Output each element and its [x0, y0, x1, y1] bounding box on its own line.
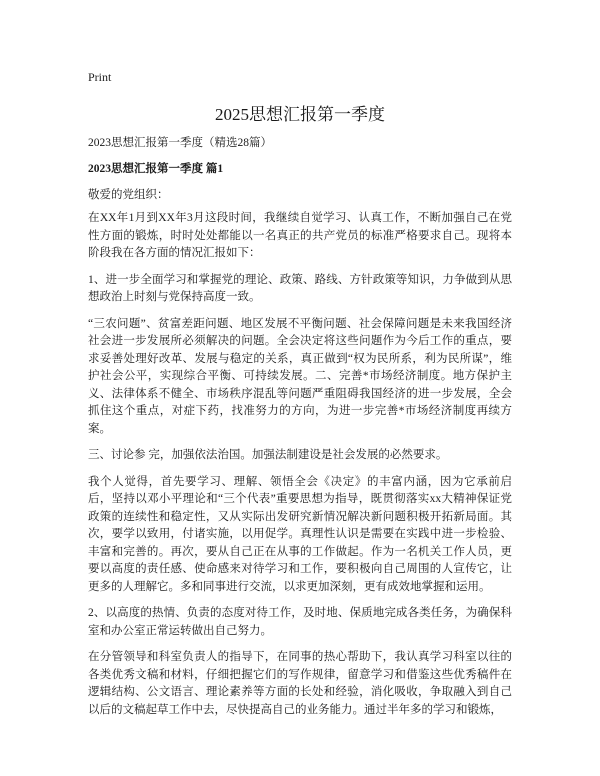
paragraph-intro: 在XX年1月到XX年3月这段时间，我继续自觉学习、认真工作，不断加强自己在党性方面的锻炼，时时处处都能以一名真正的共产党员的标准严格要求自己。现将本阶段我在各方面的情况汇报如下：: [88, 212, 512, 259]
paragraph-personal-view: 我个人觉得，首先要学习、理解、领悟全会《决定》的丰富内涵，因为它承前启后，坚持以邓小平理论和“三个代表”重要思想为指导，既贯彻落实xx大精神保证党政策的连续性和稳定性，又从实际出发研究新情况解决新问题积极开拓新局面。其次，要学以致用，付诸实施，以用促学。真理性认识是需要在实践中进一步检验、丰富和完善的。再次，要从自己正在从事的工作做起。作为一名机关工作人员，更要以高度的责任感、使命感来对待学习和工作，要积极向自己周围的人宣传它，让更多的人理解它。多和同事进行交流，以求更加深刻，更有成效地掌握和运用。: [88, 475, 512, 593]
paragraph-point-2: 2、以高度的热情、负责的态度对待工作，及时地、保质地完成各类任务，为确保科室和办公室正常运转做出自己努力。: [88, 607, 512, 637]
print-label[interactable]: Print: [88, 70, 112, 84]
paragraph-three-rural-issues: “三农问题”、贫富差距问题、地区发展不平衡问题、社会保障问题是未来我国经济社会进一步发展所必须解决的问题。全会决定将这些问题作为今后工作的重点，要求妥善处理好改革、发展与稳定的关系，真正做到“权为民所系，利为民所谋”，维护社会公平，实现综合平衡、可持续发展。二、完善*市场经济制度。地方保护主义、法律体系不健全、市场秩序混乱等问题严重阻碍我国经济的进一步发展，全会抓住这个重点，对症下药，找准努力的方向，为进一步完善*市场经济制度再续方案。: [88, 317, 512, 435]
paragraph-point-3: 三、讨论参 完，加强依法治国。加强法制建设是社会发展的必然要求。: [88, 449, 448, 461]
paragraph-work-learning: 在分管领导和科室负责人的指导下，在同事的热心帮助下，我认真学习科室以往的各类优秀文稿和材料，仔细把握它们的写作规律，留意学习和借鉴这些优秀稿件在逻辑结构、公文语言、理论素养等方面的长处和经验，消化吸收，争取融入到自己以后的文稿起草工作中去，尽快提高自己的业务能力。通过半年多的学习和锻炼，: [88, 651, 512, 716]
salutation: 敬爱的党组织：: [88, 189, 169, 201]
document-title: 2025思想汇报第一季度: [215, 105, 385, 124]
section-heading: 2023思想汇报第一季度 篇1: [88, 163, 224, 175]
document-subtitle: 2023思想汇报第一季度（精选28篇）: [88, 137, 272, 149]
paragraph-point-1: 1、进一步全面学习和掌握党的理论、政策、路线、方针政策等知识，力争做到从思想政治上时刻与党保持高度一致。: [88, 273, 512, 303]
document-body: [88, 206, 512, 728]
